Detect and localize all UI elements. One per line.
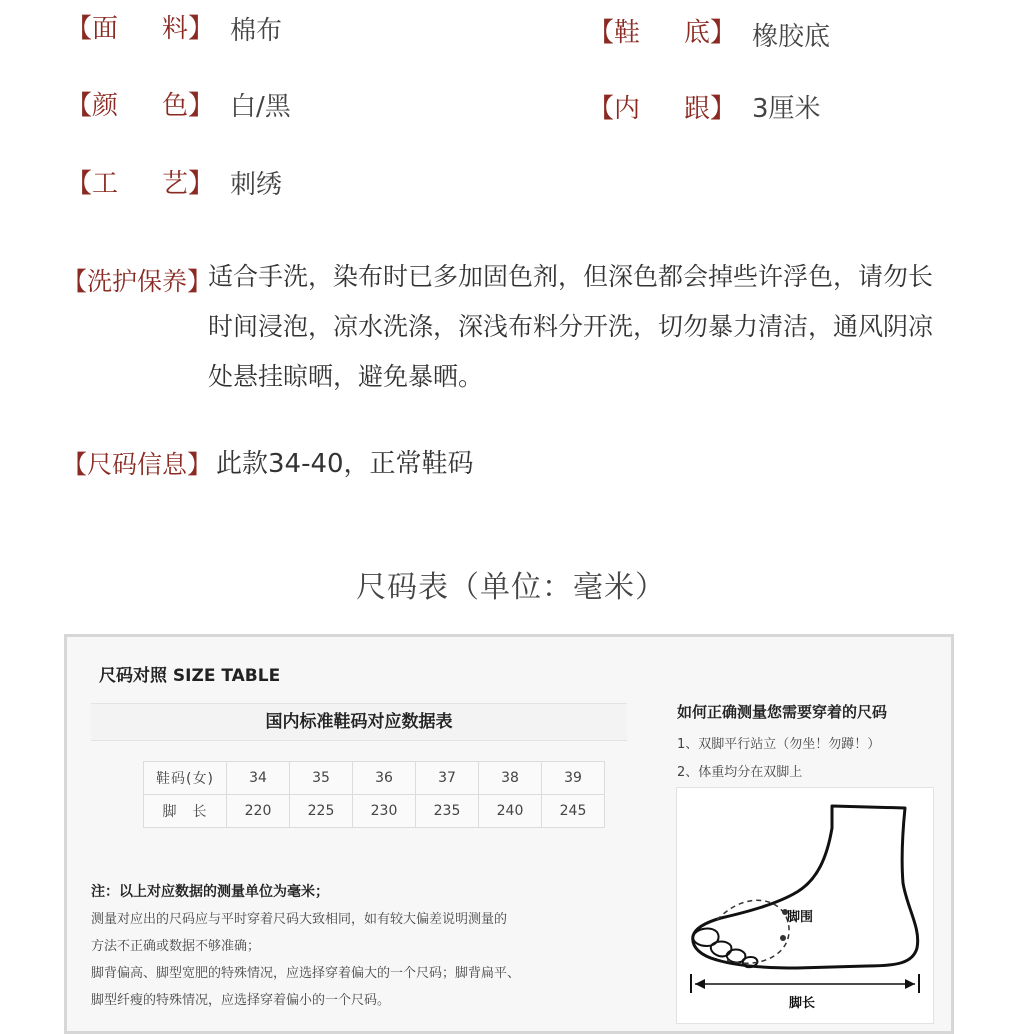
how-to-measure-title: 如何正确测量您需要穿着的尺码 [677,703,888,721]
size-chart-title: 尺码表（单位：毫米） [356,570,666,605]
size-info-text: 此款34-40，正常鞋码 [216,449,474,479]
row-header-length: 脚 长 [144,795,227,828]
length-cell: 230 [353,795,416,828]
how-to-measure-step: 1、双脚平行站立（勿坐！勿蹲！） [677,737,881,752]
table-row [144,795,605,828]
craft-value: 刺绣 [230,170,283,200]
care-label: 【洗护保养】 [62,267,213,296]
color-label: 【颜 色】 [66,91,215,121]
notes-line: 测量对应出的尺码应与平时穿着尺码大致相同，如有较大偏差说明测量的 [91,912,508,927]
how-to-measure-step: 2、体重均分在双脚上 [677,765,803,780]
length-cell: 235 [416,795,479,828]
length-cell: 245 [542,795,605,828]
size-info-label: 【尺码信息】 [62,450,213,479]
notes-line: 脚型纤瘦的特殊情况，应选择穿着偏小的一个尺码。 [91,993,391,1008]
foot-girth-label: 脚围 [787,910,814,925]
size-cell: 38 [479,762,542,795]
fabric-value: 棉布 [230,16,283,46]
notes-line: 方法不正确或数据不够准确； [91,939,261,954]
sole-label: 【鞋 底】 [588,18,737,48]
craft-label: 【工 艺】 [66,169,215,199]
size-cell: 34 [227,762,290,795]
foot-illustration-box [676,787,934,1024]
length-cell: 240 [479,795,542,828]
care-text: 适合手洗，染布时已多加固色剂，但深色都会掉些许浮色，请勿长时间浸泡，凉水洗涤，深浅布料分开洗，切勿暴力清洁，通风阴凉处悬挂晾晒，避免暴晒。 [208,262,934,391]
size-cell: 37 [416,762,479,795]
row-header-size: 鞋码(女) [144,762,227,795]
size-table-title: 尺码对照 SIZE TABLE [99,666,281,686]
length-cell: 225 [290,795,353,828]
color-value: 白/黑 [230,92,291,122]
sole-value: 橡胶底 [752,22,831,52]
table-row [144,762,605,795]
size-cell: 39 [542,762,605,795]
fabric-label: 【面 料】 [66,14,215,44]
notes-title: 注：以上对应数据的测量单位为毫米； [91,884,329,900]
size-cell: 36 [353,762,416,795]
inner-heel-label: 【内 跟】 [588,94,737,124]
measurement-notes [91,879,520,1014]
notes-line: 脚背偏高、脚型宽肥的特殊情况，应选择穿着偏大的一个尺码；脚背扁平、 [91,966,521,981]
size-table-subtitle: 国内标准鞋码对应数据表 [91,703,627,741]
length-cell: 220 [227,795,290,828]
size-cell: 35 [290,762,353,795]
inner-heel-value: 3厘米 [752,94,821,124]
size-table [143,761,605,828]
foot-length-label: 脚长 [789,996,816,1011]
